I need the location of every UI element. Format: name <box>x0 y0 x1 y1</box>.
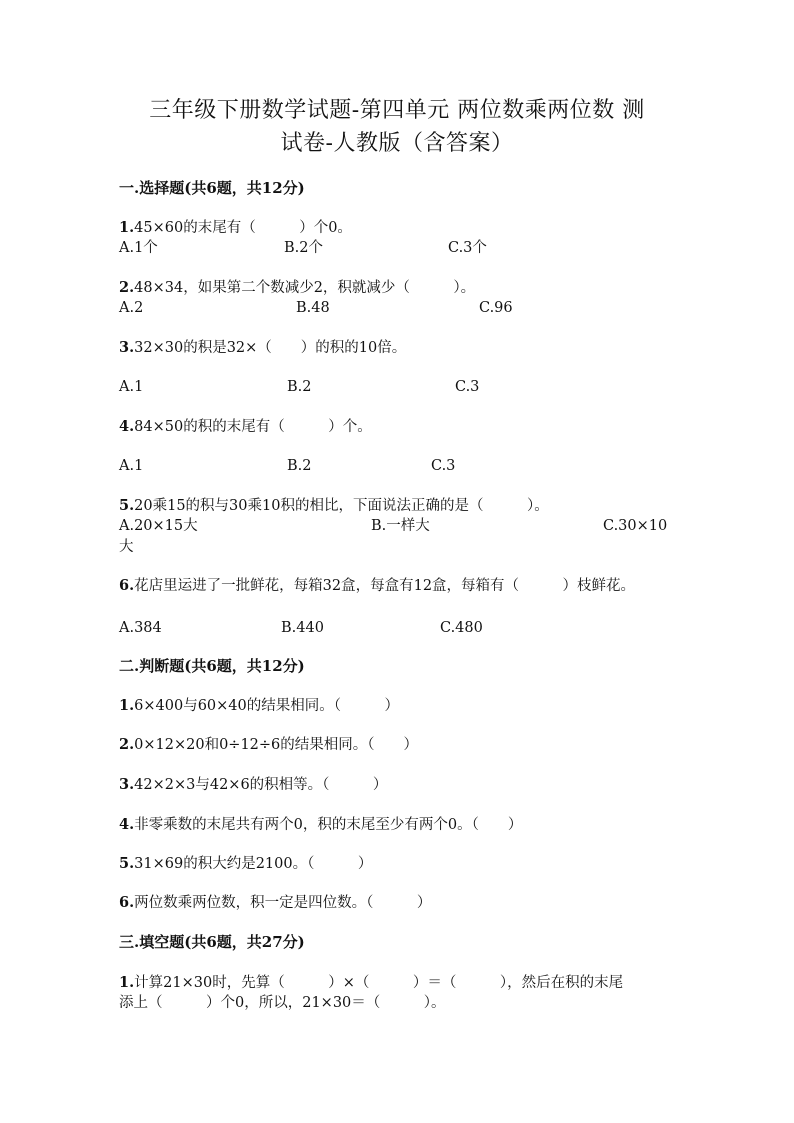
option-c: C.30×10 <box>603 518 668 534</box>
question-number: 5. <box>119 497 135 514</box>
option-c: C.3 <box>431 458 456 474</box>
question-number: 3. <box>119 776 135 793</box>
option-c: C.96 <box>479 300 513 316</box>
question-number: 4. <box>119 418 135 435</box>
question-2-5 <box>119 854 372 874</box>
question-2-1 <box>119 696 399 716</box>
question-number: 1. <box>119 974 135 991</box>
question-text: 花店里运进了一批鲜花，每箱32盒，每盒有12盒，每箱有（ ）枝鲜花。 <box>134 578 636 594</box>
option-b: B.2个 <box>284 240 323 256</box>
section-heading-multiple-choice: 一.选择题(共6题，共12分) <box>119 179 305 197</box>
question-number: 2. <box>119 279 135 296</box>
question-1-6 <box>119 576 635 596</box>
question-text: 32×30的积是32×（ ）的积的10倍。 <box>134 340 407 356</box>
question-1-2 <box>119 278 475 298</box>
option-b: B.440 <box>281 620 324 636</box>
question-number: 1. <box>119 219 135 236</box>
option-a: A.1个 <box>119 240 158 256</box>
question-number: 1. <box>119 697 135 714</box>
option-b: B.48 <box>296 300 330 316</box>
question-1-1 <box>119 218 352 238</box>
option-b: B.2 <box>287 379 312 395</box>
option-a: A.384 <box>119 620 162 636</box>
question-2-3 <box>119 775 387 795</box>
option-b: B.一样大 <box>371 518 430 534</box>
section-heading-fill-in: 三.填空题(共6题，共27分) <box>119 933 305 951</box>
question-1-4 <box>119 417 372 437</box>
question-2-6 <box>119 893 431 913</box>
question-2-4 <box>119 815 522 835</box>
option-c-wrap: 大 <box>119 539 134 555</box>
option-a: A.2 <box>119 300 144 316</box>
question-text: 非零乘数的末尾共有两个0，积的末尾至少有两个0。（ ） <box>134 817 523 833</box>
question-text: 45×60的末尾有（ ）个0。 <box>134 220 352 236</box>
option-c: C.480 <box>440 620 483 636</box>
question-1-3 <box>119 338 406 358</box>
section-heading-true-false: 二.判断题(共6题，共12分) <box>119 657 305 675</box>
question-text: 0×12×20和0÷12÷6的结果相同。（ ） <box>134 737 419 753</box>
option-a: A.1 <box>119 458 144 474</box>
question-1-5 <box>119 496 549 516</box>
option-c: C.3个 <box>448 240 487 256</box>
question-number: 2. <box>119 736 135 753</box>
question-text: 48×34，如果第二个数减少2，积就减少（ ）。 <box>134 280 476 296</box>
question-text: 两位数乘两位数，积一定是四位数。（ ） <box>134 895 432 911</box>
question-text: 42×2×3与42×6的积相等。（ ） <box>134 777 388 793</box>
question-text: 计算21×30时，先算（ ）×（ ）＝（ ），然后在积的末尾 <box>134 975 624 991</box>
question-number: 3. <box>119 339 135 356</box>
question-number: 6. <box>119 894 135 911</box>
question-number: 5. <box>119 855 135 872</box>
question-text: 31×69的积大约是2100。（ ） <box>134 856 373 872</box>
question-3-1 <box>119 973 623 993</box>
option-a: A.20×15大 <box>119 518 198 534</box>
option-a: A.1 <box>119 379 144 395</box>
question-text: 20乘15的积与30乘10积的相比，下面说法正确的是（ ）。 <box>134 498 549 514</box>
question-text: 6×400与60×40的结果相同。（ ） <box>134 698 399 714</box>
question-number: 4. <box>119 816 135 833</box>
question-text: 84×50的积的末尾有（ ）个。 <box>134 419 372 435</box>
option-b: B.2 <box>287 458 312 474</box>
question-3-1-line-2: 添上（ ）个0，所以，21×30＝（ ）。 <box>119 995 446 1011</box>
question-number: 6. <box>119 577 135 594</box>
option-c: C.3 <box>455 379 480 395</box>
document-title-line-2: 试卷-人教版（含答案） <box>280 131 514 156</box>
question-2-2 <box>119 735 418 755</box>
document-title-line-1: 三年级下册数学试题-第四单元 两位数乘两位数 测 <box>149 98 645 123</box>
